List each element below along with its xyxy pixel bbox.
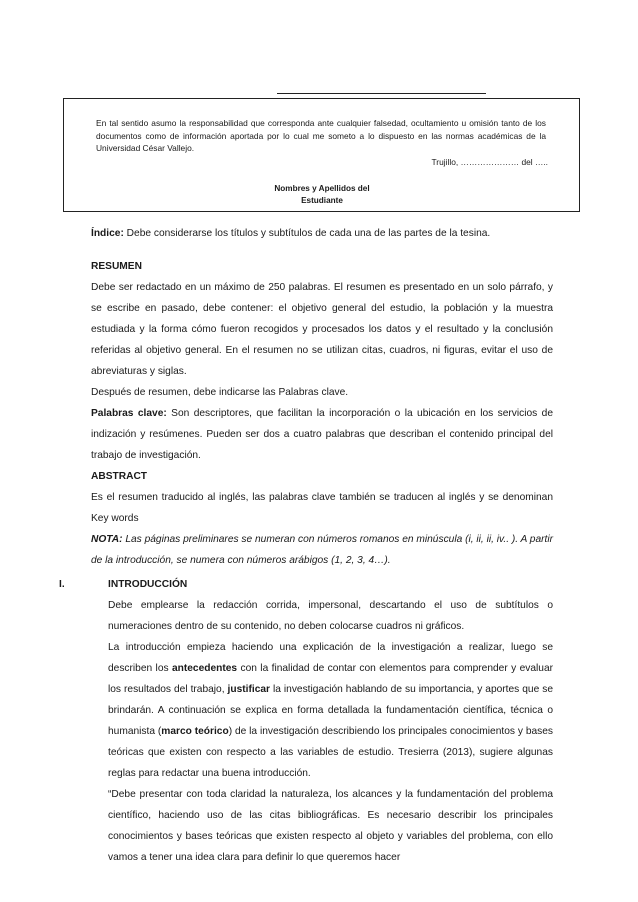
declaration-date: Trujillo, ………………… del ….. [431, 157, 548, 167]
p2-text-d: ) de la investigación describiendo los principales conocimientos y bases teóricas que existen con respecto a las variables de estudio. Tresierra (2013), sugiere algunas reglas para redactar una buena introducción. [108, 726, 553, 779]
p2-text-b: con la finalidad de contar con elementos para comprender y evaluar los resultados del trabajo, [108, 663, 553, 695]
justificar-term: justificar [227, 684, 270, 695]
nota-text: Las páginas preliminares se numeran con números romanos en minúscula (i, ii, ii, iv.. ). A partir de la introducción, se numera con números arábigos (1, 2, 3, 4…). [91, 534, 554, 566]
indice-paragraph [91, 223, 553, 244]
keywords-text: Son descriptores, que facilitan la incorporación o la ubicación en los servicios de indización y resúmenes. Pueden ser dos a cuatro palabras que describan el contenido principal del trabajo de investigación. [91, 408, 553, 461]
resumen-after: Después de resumen, debe indicarse las Palabras clave. [91, 387, 349, 398]
document-body [59, 223, 554, 868]
nota-label: NOTA: [91, 534, 123, 545]
p2-text-c: la investigación hablando de su importancia, y aportes que se brindarán. A continuación se explica en forma detallada la fundamentación científica, técnica o humanista ( [108, 684, 553, 737]
introduccion-p2 [91, 637, 553, 784]
resumen-heading: RESUMEN [91, 261, 142, 272]
section-numeral: I. [59, 579, 65, 590]
declaration-text: En tal sentido asumo la responsabilidad que corresponda ante cualquier falsedad, ocultamiento u omisión tanto de los documentos como de información aportada por lo cual me someto a lo dispuesto en las normas académicas de la Universidad César Vallejo. [96, 118, 546, 154]
signature-line [277, 93, 486, 94]
nota-paragraph [91, 529, 553, 571]
declaration-box [63, 98, 580, 212]
keywords-label: Palabras clave: [91, 408, 167, 419]
antecedentes-term: antecedentes [171, 663, 238, 674]
keywords-paragraph [91, 403, 553, 466]
p2-text-a: La introducción empieza haciendo una explicación de la investigación a realizar, luego se describen los [108, 642, 553, 674]
marco-teorico-term: marco teórico [161, 726, 229, 737]
resumen-text: Debe ser redactado en un máximo de 250 palabras. El resumen es presentado en un solo párrafo, y se escribe en pasado, debe contener: el objetivo general del estudio, la población y la muestra estudiada y la forma cómo fueron recogidos y procesados los datos y el resultado y la conclusión referidas al objetivo general. En el resumen no se utilizan citas, cuadros, ni figuras, evitar el uso de abreviaturas y siglas. [91, 282, 553, 377]
introduccion-p1: Debe emplearse la redacción corrida, impersonal, descartando el uso de subtítulos o numeraciones dentro de su contenido, no deben colocarse cuadros ni gráficos. [108, 600, 553, 632]
introduccion-p3: “Debe presentar con toda claridad la naturaleza, los alcances y la fundamentación del problema científico, haciendo uso de las citas bibliográficas. Es necesario describir los principales conocimientos y bases teóricas que existen respecto al objeto y variables del problema, con ello vamos a tener una idea clara para definir lo que queremos hacer [108, 789, 553, 863]
abstract-heading: ABSTRACT [91, 471, 148, 482]
introduccion-heading: INTRODUCCIÓN [108, 579, 188, 590]
signature-label: Nombres y Apellidos del Estudiante [274, 184, 370, 205]
indice-label: Índice: [91, 228, 124, 239]
abstract-text: Es el resumen traducido al inglés, las palabras clave también se traducen al inglés y se denominan Key words [91, 492, 553, 524]
indice-text: Debe considerarse los títulos y subtítulos de cada una de las partes de la tesina. [123, 228, 491, 239]
introduccion-section [59, 574, 553, 868]
